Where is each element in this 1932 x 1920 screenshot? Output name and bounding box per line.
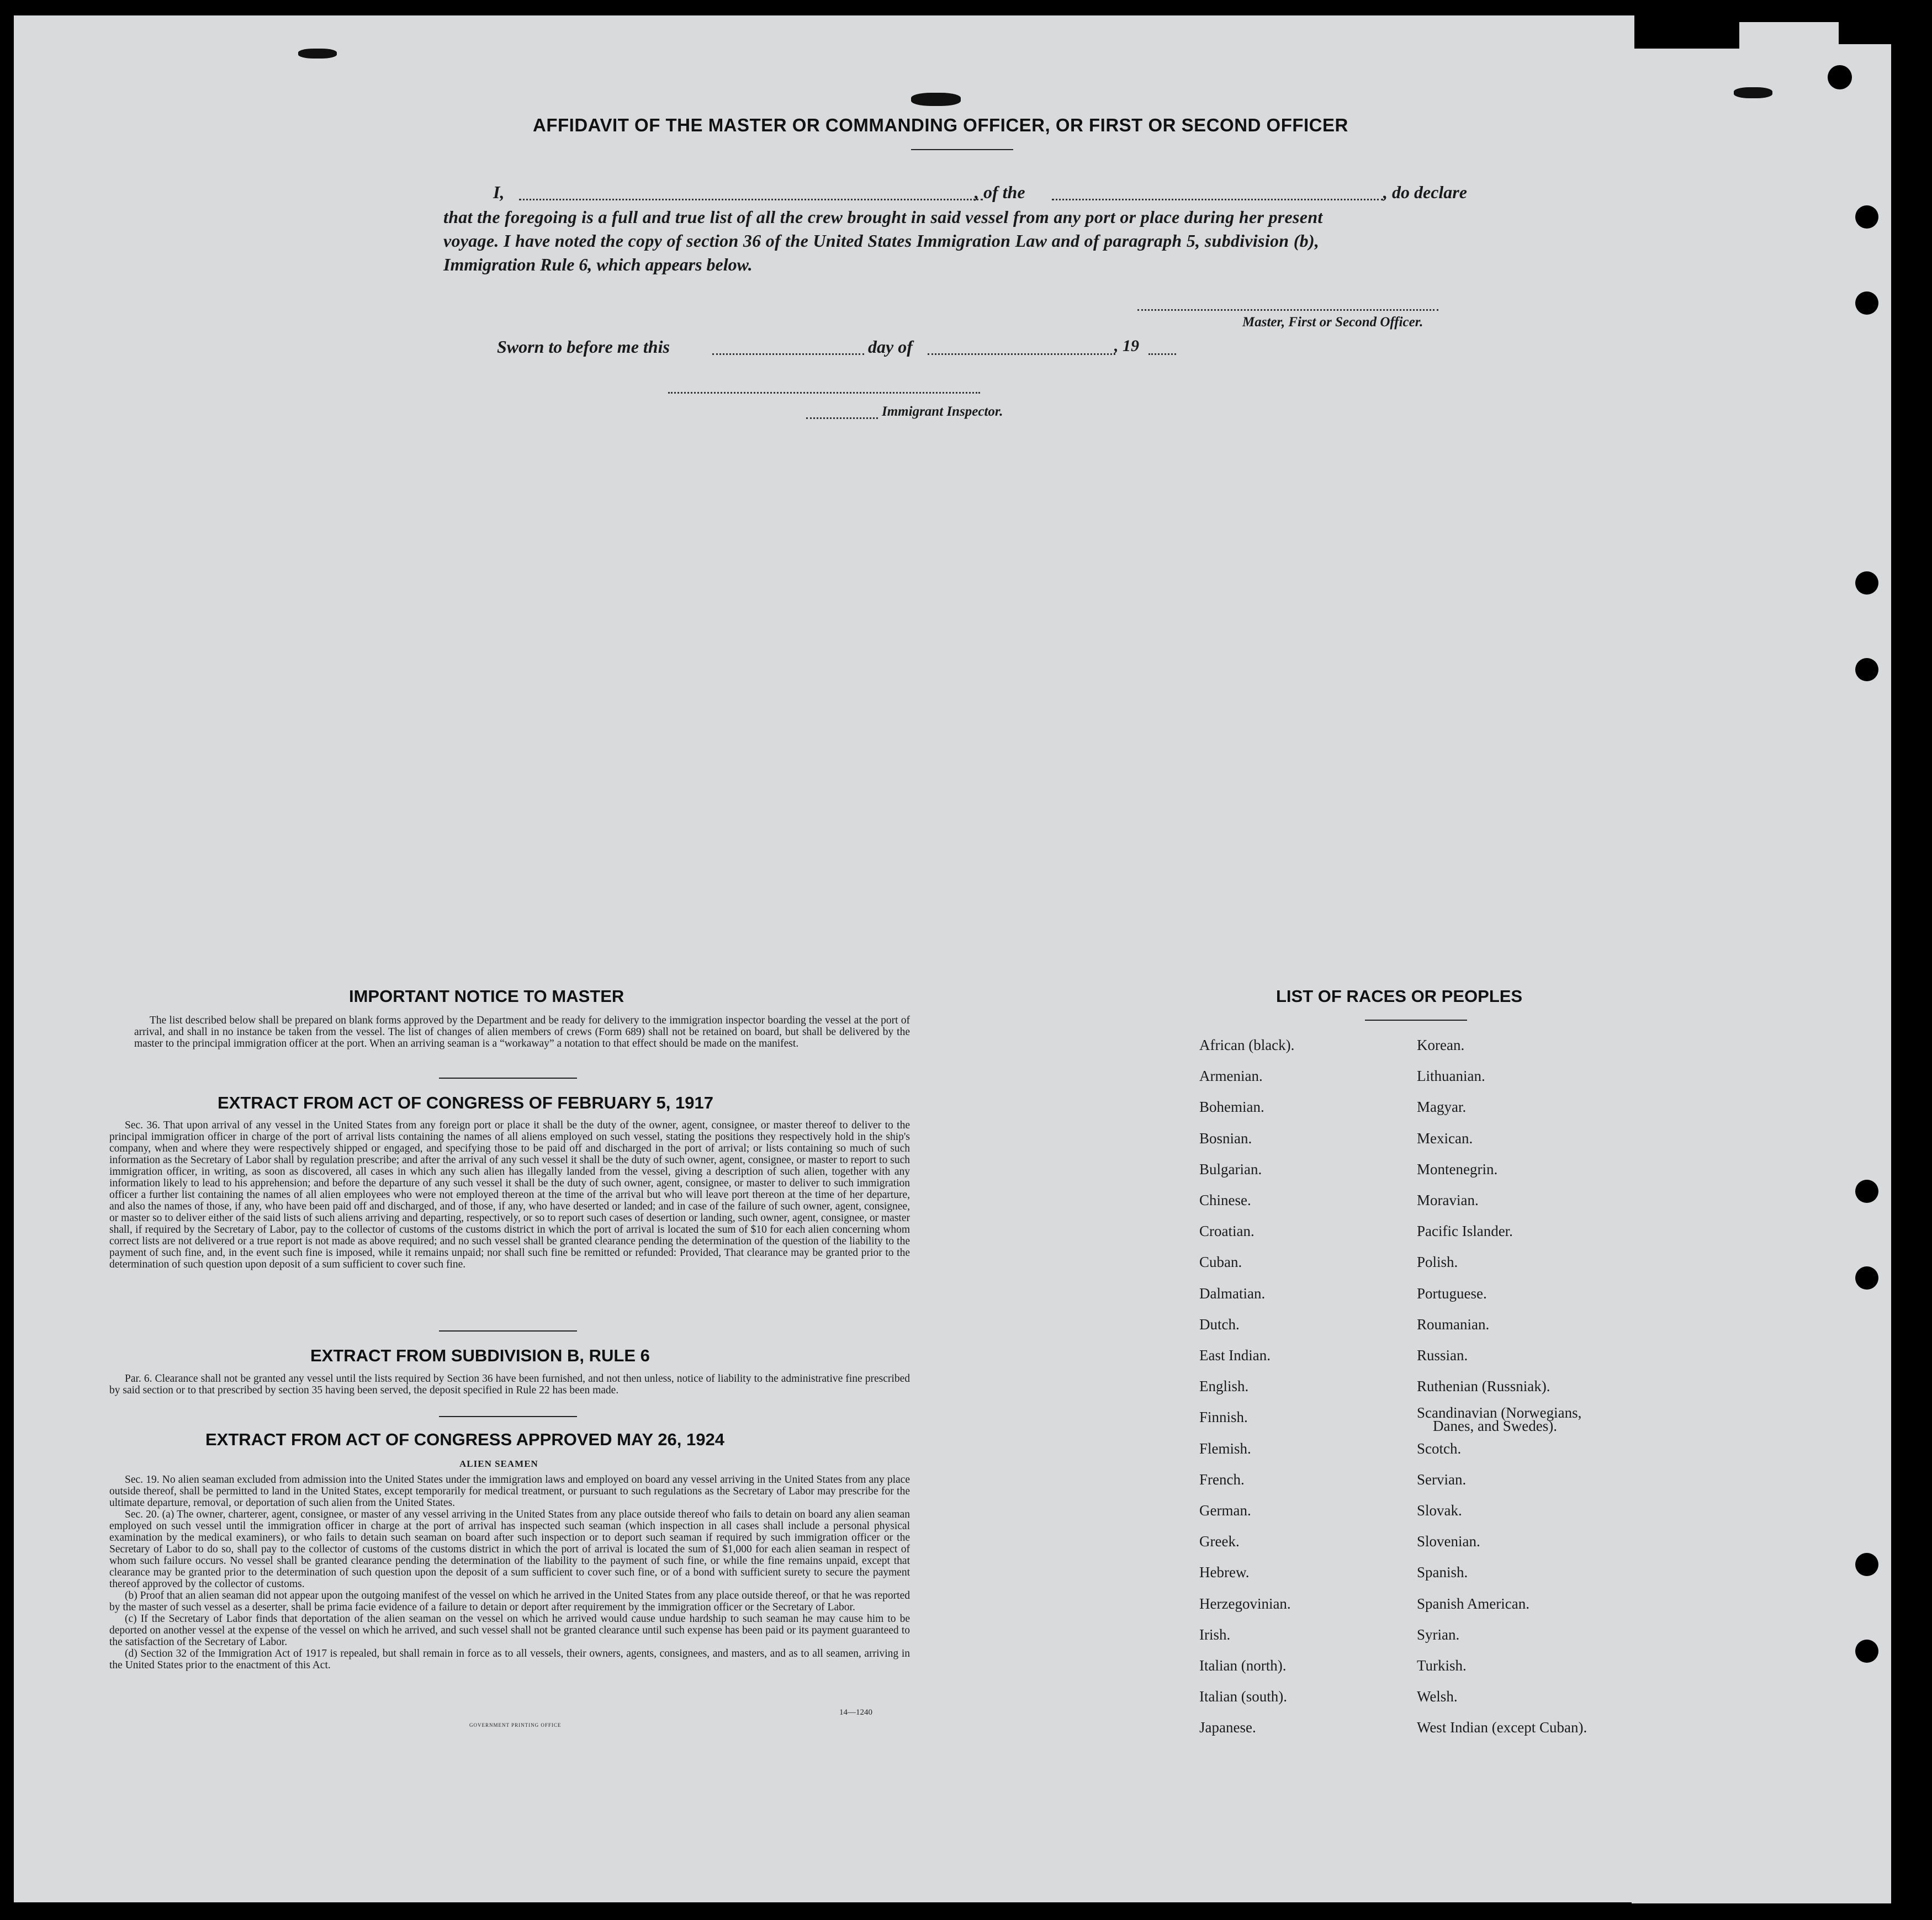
inspector-signature-line-short	[806, 417, 878, 419]
race-item: Herzegovinian.	[1199, 1595, 1291, 1612]
inspector-signature-label: Immigrant Inspector.	[882, 404, 1003, 419]
race-item: African (black).	[1199, 1037, 1295, 1053]
section-rule	[439, 1416, 577, 1417]
punch-hole-icon	[1855, 205, 1878, 229]
par-6-text: Par. 6. Clearance shall not be granted any vessel until the lists required by Section 36 have been furnished, and not then unless, notice of liability to the administrative fine prescribed by said section or to that prescribed by section 35 having been served, the deposit specified in Rule 22 has been made.	[109, 1373, 910, 1396]
race-item: Hebrew.	[1199, 1564, 1250, 1581]
printer-imprint: GOVERNMENT PRINTING OFFICE	[469, 1722, 562, 1728]
race-item: Bosnian.	[1199, 1129, 1252, 1147]
race-item: Moravian.	[1417, 1192, 1479, 1208]
race-item: Greek.	[1199, 1533, 1240, 1550]
race-item: Bulgarian.	[1199, 1160, 1262, 1178]
races-title-rule	[1365, 1020, 1467, 1021]
section-rule	[439, 1078, 577, 1079]
race-item: Lithuanian.	[1417, 1068, 1485, 1085]
year-blank[interactable]	[1148, 353, 1176, 355]
race-item: Bohemian.	[1199, 1099, 1264, 1116]
race-item: Servian.	[1417, 1471, 1467, 1488]
inspector-signature-line[interactable]	[668, 392, 980, 394]
month-blank[interactable]	[928, 353, 1115, 355]
race-item: Spanish American.	[1417, 1595, 1529, 1612]
sec-20c-text: (c) If the Secretary of Labor finds that deportation of the alien seaman on the vessel on which he arrived would cause undue hardship to such seaman he may cause him to be deported on another vessel at the expense of the vessel on which he arrived, and such vessel shall not be granted clearance until such expense has been paid or its payment guaranteed to the satisfaction of the Secretary of Labor.	[109, 1613, 910, 1648]
affidavit-title: AFFIDAVIT OF THE MASTER OR COMMANDING OFFICER, OR FIRST OR SECOND OFFICER	[533, 115, 1348, 135]
race-item: Montenegrin.	[1417, 1160, 1498, 1178]
notice-text	[134, 1015, 910, 1049]
extract-1924-title: EXTRACT FROM ACT OF CONGRESS APPROVED MAY 26, 1924	[205, 1430, 724, 1449]
sec-36-text: Sec. 36. That upon arrival of any vessel in the United States from any foreign port or place it shall be the duty of the owner, agent, consignee, or master thereof to deliver to the principal immigration officer in charge of the port of arrival lists containing the names of all aliens employed on such vessel, stating the positions they respectively hold in the ship's company, when and where they were respectively shipped or engaged, and specifying those to be paid off and discharged in the port of arrival; or lists containing so much of such information as the Secretary of Labor shall by regulation prescribe; and after the arrival of any such vessel it shall be the duty of such owner, agent, consignee, or master to report to such immigration officer, in writing, as soon as discovered, all cases in which any such alien has illegally landed from the vessel, giving a description of such alien, together with any information likely to lead to his apprehension; and before the departure of any such vessel it shall be the duty of such owner, agent, consignee, or master to deliver to such immigration officer a further list containing the names of all alien employees who were not employed thereon at the time of the arrival but who will leave port thereon at the time of her departure, and also the names of those, if any, who have been paid off and discharged, and of those, if any, who have deserted or landed; and in case of the failure of such owner, agent, consignee, or master so to deliver either of the said lists of such aliens arriving and departing, respectively, or so to report such cases of desertion or landing, such owner, agent, consignee, or master shall, if required by the Secretary of Labor, pay to the collector of customs of the customs district in which the port of arrival is located the sum of $10 for each alien concerning whom correct lists are not delivered or a true report is not made as above required; and no such vessel shall be granted clearance pending the determination of the question of the liability to the payment of such fine, and, in the event such fine is imposed, while it remains unpaid; nor shall such fine be remitted or refunded: Provided, That clearance may be granted prior to the determination of such question upon deposit of a sum sufficient to cover such fine.	[109, 1120, 910, 1270]
affidavit-do-declare: , do declare	[1383, 182, 1467, 202]
race-item: Welsh.	[1417, 1688, 1458, 1705]
affidavit-of-the: , of the	[975, 182, 1025, 202]
affidavit-line-2: that the foregoing is a full and true list of all the crew brought in said vessel from any port or place during her present	[443, 207, 1323, 227]
title-rule	[911, 149, 1013, 150]
race-item: German.	[1199, 1502, 1251, 1519]
race-item: Croatian.	[1199, 1223, 1255, 1240]
section-rule	[439, 1330, 577, 1332]
staple-mark	[911, 93, 961, 106]
sec-19-text: Sec. 19. No alien seaman excluded from admission into the United States under the immigration laws and employed on board any vessel arriving in the United States from any place outside thereof, shall be permitted to land in the United States, except temporarily for medical treatment, or pursuant to such regulations as the Secretary of Labor may prescribe for the ultimate departure, removal, or deportation of such alien from the United States.	[109, 1474, 910, 1509]
race-item: Portuguese.	[1417, 1285, 1487, 1302]
race-item: Slovenian.	[1417, 1533, 1480, 1550]
punch-hole-icon	[1855, 1266, 1878, 1290]
race-item: Syrian.	[1417, 1626, 1460, 1643]
year-label: , 19	[1114, 337, 1139, 355]
extract-1924-body	[109, 1474, 910, 1671]
master-signature-label: Master, First or Second Officer.	[1242, 315, 1423, 330]
affidavit-i-label: I,	[493, 182, 505, 202]
race-item: Scandinavian (Norwegians,	[1417, 1404, 1582, 1422]
races-title: LIST OF RACES OR PEOPLES	[1276, 986, 1523, 1006]
staple-mark	[298, 49, 337, 59]
notice-paragraph: The list described below shall be prepared on blank forms approved by the Department and be ready for delivery to the immigration inspector boarding the vessel at the port of arrival, and shall in no instance be taken from the vessel. The list of changes of alien members of crews (Form 689) shall not be retained on board, but shall be delivered by the master to the principal immigration officer at the port. When an arriving seaman is a “workaway” a notation to that effect should be made on the manifest.	[134, 1015, 910, 1049]
vessel-blank[interactable]	[1052, 199, 1383, 200]
race-item: Korean.	[1417, 1037, 1465, 1053]
race-item: Magyar.	[1417, 1099, 1467, 1116]
form-number: 14—1240	[839, 1708, 872, 1717]
name-blank[interactable]	[519, 199, 983, 200]
master-signature-line[interactable]	[1137, 309, 1438, 311]
paper-right-edge	[1632, 44, 1891, 1903]
rule-6-body	[109, 1373, 910, 1396]
sec-20b-text: (b) Proof that an alien seaman did not appear upon the outgoing manifest of the vessel on which he arrived in the United States from any place outside thereof, or that he was reported by the master of such vessel as a deserter, shall be prima facie evidence of a failure to detain or deport after requirement by the immigration officer or the Secretary of Labor.	[109, 1590, 910, 1613]
race-item: Japanese.	[1199, 1719, 1256, 1736]
staple-mark	[1734, 87, 1772, 98]
extract-1917-body	[109, 1120, 910, 1270]
race-item: Armenian.	[1199, 1068, 1263, 1085]
race-item: Finnish.	[1199, 1409, 1248, 1426]
sec-20d-text: (d) Section 32 of the Immigration Act of 1917 is repealed, but shall remain in force as to all vessels, their owners, agents, consignees, and masters, and as to all seamen, arriving in the United States prior to the enactment of this Act.	[109, 1648, 910, 1671]
sec-20a-text: Sec. 20. (a) The owner, charterer, agent, consignee, or master of any vessel arriving in the United States from any place outside thereof who fails to detain on board any alien seaman employed on such vessel until the immigration officer in charge at the port of arrival has inspected such seaman (which inspection in all cases shall include a personal physical examination by the medical examiners), or who fails to detain such seaman on board after such inspection or to deport such seaman if required by such immigration officer or the Secretary of Labor to do so, shall pay to the collector of customs of the customs district in which the port of arrival is located the sum of $1,000 for each alien seaman in respect of whom such failure occurs. No vessel shall be granted clearance pending the determination of the liability to the payment of such fine, or while the fine remains unpaid, except that clearance may be granted prior to the determination of such question upon the deposit of a sum sufficient to cover such fine, or of a bond with sufficient surety to secure the payment thereof approved by the collector of customs.	[109, 1509, 910, 1590]
race-item: Spanish.	[1417, 1564, 1468, 1581]
punch-hole-icon	[1855, 658, 1878, 681]
race-item: Chinese.	[1199, 1192, 1251, 1208]
punch-hole-icon	[1855, 1553, 1878, 1576]
punch-hole-icon	[1855, 571, 1878, 595]
punch-hole-icon	[1855, 1640, 1878, 1663]
race-item: East Indian.	[1199, 1347, 1271, 1364]
race-item: Dalmatian.	[1199, 1285, 1266, 1302]
race-item: Ruthenian (Russniak).	[1417, 1378, 1550, 1395]
race-item: Slovak.	[1417, 1502, 1462, 1519]
day-blank[interactable]	[712, 353, 864, 355]
race-item: Italian (south).	[1199, 1688, 1287, 1705]
affidavit-line-3: voyage. I have noted the copy of section 36 of the United States Immigration Law and of paragraph 5, subdivision (b),	[443, 231, 1320, 251]
race-item: Pacific Islander.	[1417, 1223, 1513, 1240]
race-item: Irish.	[1199, 1626, 1231, 1643]
race-item: Turkish.	[1417, 1657, 1467, 1674]
race-item: Mexican.	[1417, 1129, 1473, 1147]
race-item: Dutch.	[1199, 1316, 1240, 1333]
race-item: Scotch.	[1417, 1440, 1462, 1457]
race-item: Flemish.	[1199, 1440, 1251, 1457]
race-item: French.	[1199, 1471, 1245, 1488]
race-item: English.	[1199, 1378, 1249, 1395]
race-item-continuation: Danes, and Swedes).	[1433, 1418, 1557, 1434]
day-of-label: day of	[868, 337, 913, 357]
punch-hole-icon	[1855, 291, 1878, 315]
race-item: Russian.	[1417, 1347, 1468, 1364]
race-item: Roumanian.	[1417, 1316, 1490, 1333]
race-item: West Indian (except Cuban).	[1417, 1719, 1587, 1736]
punch-hole-icon	[1855, 1180, 1878, 1203]
race-item: Italian (north).	[1199, 1657, 1287, 1674]
affidavit-line-4: Immigration Rule 6, which appears below.	[443, 254, 753, 274]
race-item: Polish.	[1417, 1254, 1458, 1271]
rule-6-title: EXTRACT FROM SUBDIVISION B, RULE 6	[310, 1346, 650, 1365]
paper-notch	[1634, 15, 1739, 49]
extract-1917-title: EXTRACT FROM ACT OF CONGRESS OF FEBRUARY 5, 1917	[218, 1093, 713, 1112]
race-item: Cuban.	[1199, 1254, 1242, 1271]
punch-hole-icon	[1828, 65, 1852, 89]
alien-seamen-subtitle: ALIEN SEAMEN	[459, 1458, 538, 1469]
notice-title: IMPORTANT NOTICE TO MASTER	[349, 986, 624, 1006]
sworn-label: Sworn to before me this	[497, 337, 670, 357]
